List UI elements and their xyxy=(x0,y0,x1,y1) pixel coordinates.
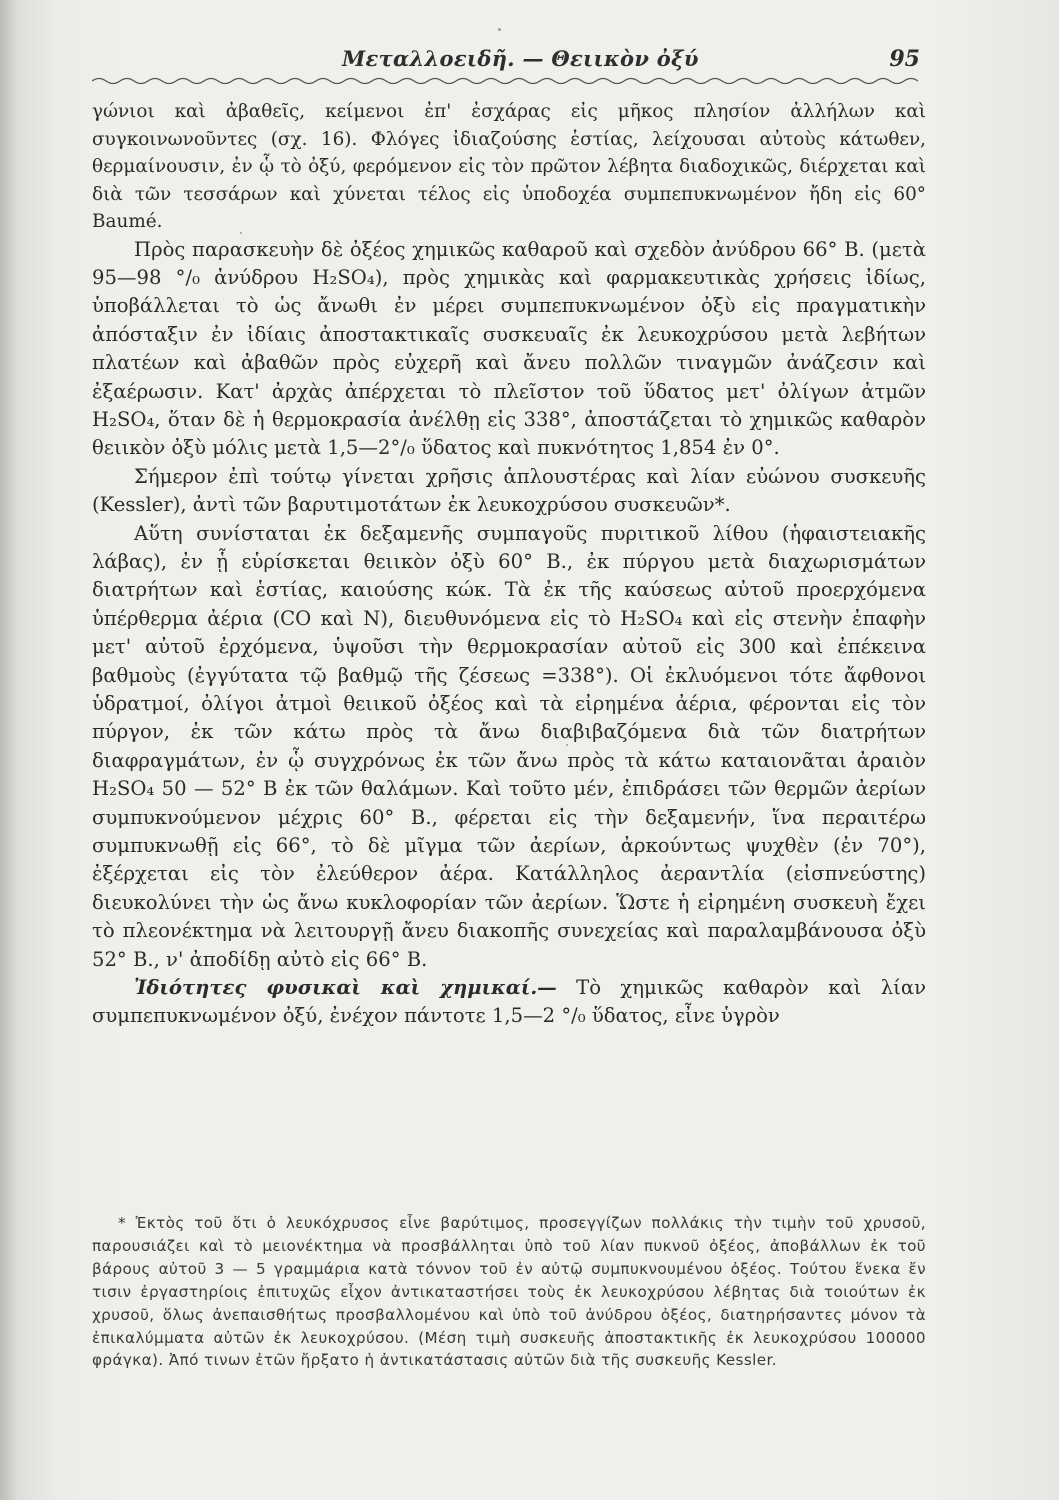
page-header xyxy=(92,44,922,76)
footnote-text: * Ἐκτὸς τοῦ ὅτι ὁ λευκόχρυσος εἶνε βαρύτιμος, προσεγγίζων πολλάκις τὴν τιμὴν τοῦ χρυσοῦ, παρουσιάζει καὶ τὸ μειονέκτημα νὰ προσβάλληται ὑπὸ τοῦ λίαν πυκνοῦ ὀξέος, ἀποβάλλων ἐκ τοῦ βάρους αὐτοῦ 3 — 5 γραμμάρια κατὰ τόννον τοῦ ἐν αὐτῷ συμπυκνουμένου ὀξέος. Τούτου ἕνεκα ἔν τισιν ἐργαστηρίοις ἐπιτυχῶς εἶχον ἀντικαταστήσει τοὺς ἐκ λευκοχρύσου λέβητας διὰ τοιούτων ἐκ χρυσοῦ, ὅλως ἀνεπαισθήτως προσβαλλομένου καὶ ὑπὸ τοῦ ἀνύδρου ὀξέος, διατηρήσαντες μόνον τὰ ἐπικαλύμματα αὐτῶν ἐκ λευκοχρύσου. (Μέση τιμὴ συσκευῆς ἀποστακτικῆς ἐκ λευκοχρύσου 100000 φράγκα). Ἀπό τινων ἐτῶν ἤρξατο ἡ ἀντικατάστασις αὐτῶν διὰ τῆς συσκευῆς Kessler. xyxy=(92,1214,926,1370)
running-title: Μεταλλοειδῆ. — Θειικὸν ὀξύ xyxy=(342,46,699,71)
paragraph-1: γώνιοι καὶ ἀβαθεῖς, κείμενοι ἐπ' ἐσχάρας εἰς μῆκος πλησίον ἀλλήλων καὶ συγκοινωνοῦντες (σχ. 16). Φλόγες ἰδιαζούσης ἑστίας, λείχουσαι αὐτοὺς κάτωθεν, θερμαίνουσιν, ἐν ᾧ τὸ ὀξύ, φερόμενον εἰς τὸν πρῶτον λέβητα διαδοχικῶς, διέρχεται καὶ διὰ τῶν τεσσάρων καὶ χύνεται τέλος εἰς ὑποδοχέα συμπεπυκνωμένον ἤδη εἰς 60° Baumé. xyxy=(92,101,926,232)
footnote xyxy=(92,1212,926,1372)
paper-speck xyxy=(566,744,568,746)
paragraph-4: Αὕτη συνίσταται ἐκ δεξαμενῆς συμπαγοῦς πυριτικοῦ λίθου (ἡφαιστειακῆς λάβας), ἐν ᾗ εὑρίσκεται θειικὸν ὀξὺ 60° Β., ἐκ πύργου μετὰ διαχωρισμάτων διατρήτων καὶ ἑστίας, καιούσης κώκ. Τὰ ἐκ τῆς καύσεως αὐτοῦ προερχόμενα ὑπέρθερμα ἀέρια (CO καὶ N), διευθυνόμενα εἰς τὸ H₂SO₄ καὶ εἰς στενὴν ἐπαφὴν μετ' αὐτοῦ ἐρχόμενα, ὑψοῦσι τὴν θερμοκρασίαν αὐτοῦ εἰς 300 καὶ ἐπέκεινα βαθμοὺς (ἐγγύτατα τῷ βαθμῷ τῆς ζέσεως =338°). Οἱ ἐκλυόμενοι τότε ἄφθονοι ὑδρατμοί, ὀλίγοι ἀτμοὶ θειικοῦ ὀξέος καὶ τὰ εἰρημένα ἀέρια, φέρονται εἰς τὸν πύργον, ἐκ τῶν κάτω πρὸς τὰ ἄνω διαβιβαζόμενα διὰ τῶν διατρήτων διαφραγμάτων, ἐν ᾧ συγχρόνως ἐκ τῶν ἄνω πρὸς τὰ κάτω καταιονᾶται ἀραιὸν H₂SO₄ 50 — 52° Β ἐκ τῶν θαλάμων. Καὶ τοῦτο μέν, ἐπιδράσει τῶν θερμῶν ἀερίων συμπυκνούμενον μέχρις 60° Β., φέρεται εἰς τὴν δεξαμενήν, ἵνα περαιτέρω συμπυκνωθῇ εἰς 66°, τὸ δὲ μῖγμα τῶν ἀερίων, ἀρκούντως ψυχθὲν (ἐν 70°), ἐξέρχεται εἰς τὸν ἐλεύθερον ἀέρα. Κατάλληλος ἀεραντλία (εἰσπνεύστης) διευκολύνει τὴν ὡς ἄνω κυκλοφορίαν τῶν ἀερίων. Ὥστε ἡ εἰρημένη συσκευὴ ἔχει τὸ πλεονέκτημα νὰ λειτουργῇ ἄνευ διακοπῆς συνεχείας καὶ παραλαμβάνουσα ὀξὺ 52° Β., ν' ἀποδίδῃ αὐτὸ εἰς 66° Β. xyxy=(92,521,926,971)
section-heading: Ἰδιότητες φυσικαὶ καὶ χημικαί.— xyxy=(134,976,557,1000)
body-text xyxy=(92,98,926,1031)
binding-shadow xyxy=(0,0,18,1500)
page-number: 95 xyxy=(889,46,920,72)
paragraph-2: Πρὸς παρασκευὴν δὲ ὀξέος χημικῶς καθαροῦ καὶ σχεδὸν ἀνύδρου 66° Β. (μετὰ 95—98 °/₀ ἀνύδρου H₂SO₄), πρὸς χημικὰς καὶ φαρμακευτικὰς χρήσεις ἰδίως, ὑποβάλλεται τὸ ὡς ἄνωθι ἐν μέρει συμπεπυκνωμένον ὀξὺ εἰς πραγματικὴν ἀπόσταξιν ἐν ἰδίαις ἀποστακτικαῖς συσκευαῖς ἐκ λευκοχρύσου μετὰ λεβήτων πλατέων καὶ ἀβαθῶν πρὸς εὐχερῆ καὶ ἄνευ πολλῶν τιναγμῶν ἀνάζεσιν καὶ ἐξαέρωσιν. Κατ' ἀρχὰς ἀπέρχεται τὸ πλεῖστον τοῦ ὕδατος μετ' ὀλίγων ἀτμῶν H₂SO₄, ὅταν δὲ ἡ θερμοκρασία ἀνέλθῃ εἰς 338°, ἀποστάζεται τὸ χημικῶς καθαρὸν θειικὸν ὀξὺ μόλις μετὰ 1,5—2°/₀ ὕδατος καὶ πυκνότητος 1,854 ἐν 0°. xyxy=(92,237,926,460)
header-wavy-rule xyxy=(92,76,922,86)
paragraph-3: Σήμερον ἐπὶ τούτῳ γίνεται χρῆσις ἁπλουστέρας καὶ λίαν εὐώνου συσκευῆς (Kessler), ἀντὶ τῶν βαρυτιμοτάτων ἐκ λευκοχρύσου συσκευῶν*. xyxy=(92,464,926,517)
paper-speck xyxy=(240,232,242,234)
paper-speck xyxy=(498,28,501,31)
paragraph-5 xyxy=(92,974,926,1031)
paragraph-5-text: Τὸ χημικῶς καθαρὸν καὶ λίαν συμπεπυκνωμένον ὀξύ, ἐνέχον πάντοτε 1,5—2 °/₀ ὕδατος, εἶνε ὑγρὸν xyxy=(92,976,926,1028)
